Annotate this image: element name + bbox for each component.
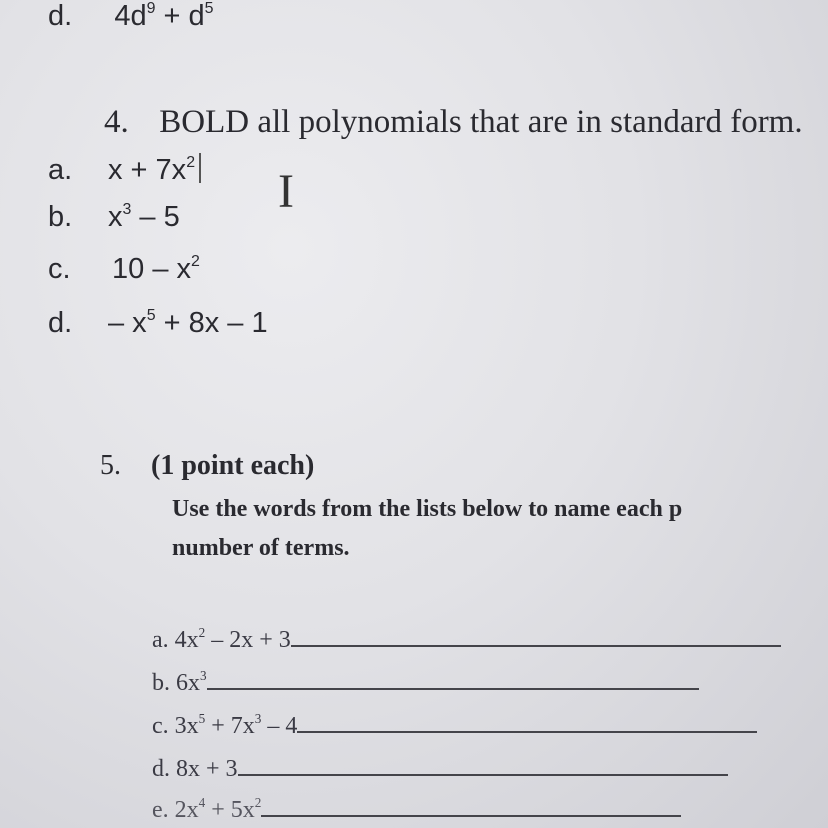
polynomial-rest: + 8x – 1 — [155, 307, 268, 339]
operator: + — [163, 0, 181, 32]
exponent: 3 — [254, 711, 262, 727]
i-beam-cursor-icon — [278, 165, 294, 218]
item-letter: d. — [48, 0, 73, 32]
item-letter: c. — [152, 713, 169, 739]
answer-blank-a[interactable] — [291, 644, 781, 647]
points-label: (1 point each) — [151, 450, 315, 481]
expression-term: 4d — [114, 0, 147, 32]
q5-item-c — [152, 711, 757, 739]
q4-item-c[interactable] — [48, 255, 200, 284]
item-letter: d. — [48, 307, 73, 339]
polynomial: 10 – x — [112, 253, 191, 285]
prev-item-d — [48, 2, 214, 31]
polynomial: – x — [108, 307, 147, 339]
question-5-heading — [100, 452, 314, 480]
q4-item-b[interactable] — [48, 203, 180, 232]
answer-blank-b[interactable] — [207, 687, 699, 690]
polynomial: 3x — [174, 713, 199, 739]
exponent: 3 — [200, 668, 207, 684]
q5-item-e — [152, 795, 681, 823]
q4-item-d[interactable] — [48, 309, 268, 338]
polynomial: 6x — [176, 670, 200, 696]
item-letter: a. — [48, 154, 73, 186]
answer-blank-e[interactable] — [261, 814, 681, 817]
item-letter: b. — [152, 670, 170, 696]
exponent: 4 — [198, 795, 206, 811]
question-prompt: BOLD all polynomials that are in standard form. — [159, 104, 803, 140]
exponent: 5 — [204, 0, 214, 18]
q5-item-d — [152, 757, 728, 781]
expression-term: d — [188, 0, 205, 32]
q4-item-a[interactable] — [48, 153, 201, 185]
item-letter: c. — [48, 253, 71, 285]
question-number: 4. — [104, 104, 129, 140]
polynomial-rest: – 4 — [261, 713, 298, 739]
item-letter: d. — [152, 756, 170, 782]
polynomial: 2x — [174, 797, 199, 823]
exponent: 2 — [191, 253, 200, 271]
question-number: 5. — [100, 450, 121, 481]
polynomial: 4x — [174, 627, 199, 653]
q5-instructions-line-1: Use the words from the lists below to name each p — [172, 496, 683, 522]
q5-item-a — [152, 625, 781, 653]
item-letter: a. — [152, 627, 169, 653]
answer-blank-d[interactable] — [238, 773, 728, 776]
q5-instructions-line-2: number of terms. — [172, 535, 350, 561]
text-caret — [199, 153, 201, 183]
cursor-glyph: I — [278, 165, 294, 218]
exponent: 3 — [122, 201, 132, 219]
item-letter: e. — [152, 797, 169, 823]
item-letter: b. — [48, 201, 73, 233]
polynomial: 8x + 3 — [176, 756, 238, 782]
polynomial: x + 7x — [108, 154, 187, 186]
polynomial: x — [108, 201, 123, 233]
exponent: 5 — [198, 711, 206, 727]
polynomial-mid: + 5x — [205, 797, 255, 823]
exponent: 2 — [198, 625, 206, 641]
exponent: 2 — [186, 154, 196, 172]
polynomial-rest: – 5 — [131, 201, 180, 233]
exponent: 5 — [146, 307, 156, 325]
polynomial-rest: – 2x + 3 — [205, 627, 291, 653]
q5-item-b — [152, 668, 699, 696]
answer-blank-c[interactable] — [297, 730, 757, 733]
question-4-heading — [104, 106, 803, 139]
polynomial-mid: + 7x — [205, 713, 255, 739]
exponent: 9 — [146, 0, 156, 18]
exponent: 2 — [254, 795, 262, 811]
